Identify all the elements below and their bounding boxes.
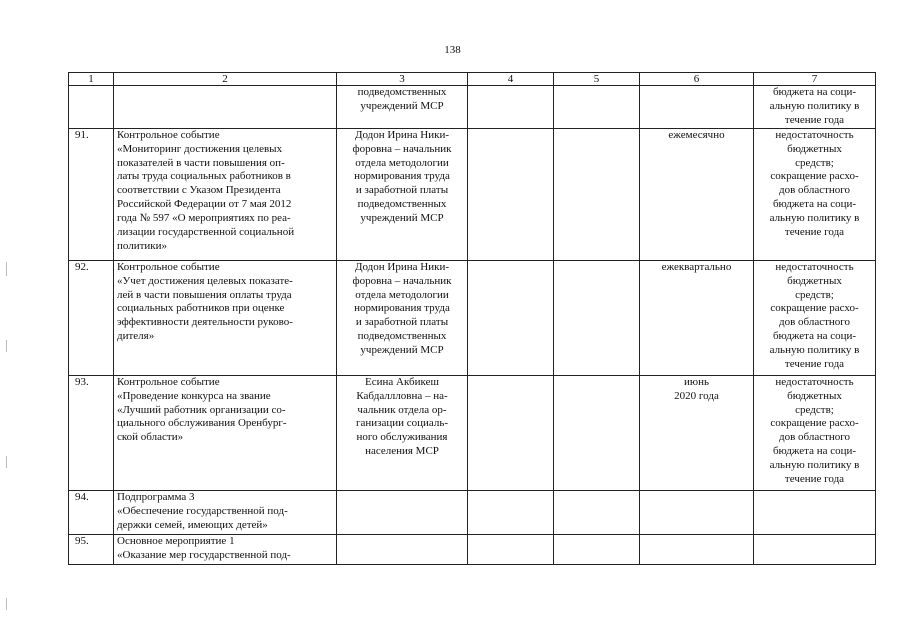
- row-number: 95.: [69, 534, 114, 564]
- scan-margin-mark: [6, 598, 7, 610]
- page-number: 138: [444, 44, 461, 56]
- event-description: Контрольное событие «Учет достижения целевых показате- лей в части повышения оплаты труда социальных работников при оценке эффективности деятельности руково- дителя»: [114, 260, 337, 375]
- responsible-person: Додон Ирина Ники- форовна – начальник отдела методологии нормирования труда и заработной платы подведомственных учреждений МСР: [337, 260, 468, 375]
- risk-cell: [754, 534, 876, 564]
- row-number: [69, 86, 114, 129]
- column-4-cell: [468, 260, 554, 375]
- table-row: [69, 490, 876, 534]
- scan-margin-mark: [6, 262, 7, 276]
- responsible-person: Додон Ирина Ники- форовна – начальник отдела методологии нормирования труда и заработной платы подведомственных учреждений МСР: [337, 128, 468, 260]
- scan-margin-mark: [6, 456, 7, 468]
- table-row: [69, 375, 876, 490]
- period-cell: июнь 2020 года: [640, 375, 754, 490]
- table-row: [69, 534, 876, 564]
- plan-table: [68, 72, 876, 565]
- column-header: 1: [69, 73, 114, 86]
- column-5-cell: [554, 534, 640, 564]
- table-row: [69, 128, 876, 260]
- period-cell: [640, 534, 754, 564]
- risk-cell: недостаточность бюджетных средств; сокращение расхо- дов областного бюджета на соци- альную политику в течение года: [754, 260, 876, 375]
- responsible-person: [337, 534, 468, 564]
- column-header: 5: [554, 73, 640, 86]
- scan-margin-mark: [6, 340, 7, 352]
- column-5-cell: [554, 128, 640, 260]
- column-4-cell: [468, 128, 554, 260]
- column-header: 4: [468, 73, 554, 86]
- column-5-cell: [554, 260, 640, 375]
- column-4-cell: [468, 490, 554, 534]
- period-cell: [640, 86, 754, 129]
- responsible-person: [337, 490, 468, 534]
- table-row: [69, 86, 876, 129]
- column-4-cell: [468, 375, 554, 490]
- column-5-cell: [554, 86, 640, 129]
- table-row: [69, 260, 876, 375]
- row-number: 93.: [69, 375, 114, 490]
- column-4-cell: [468, 534, 554, 564]
- responsible-person: Есина Акбикеш Кабдаллловна – на- чальник отдела ор- ганизации социаль- ного обслуживания населения МСР: [337, 375, 468, 490]
- row-number: 91.: [69, 128, 114, 260]
- column-header: 7: [754, 73, 876, 86]
- risk-cell: [754, 490, 876, 534]
- event-description: Контрольное событие «Мониторинг достижения целевых показателей в части повышения оп- латы труда социальных работников в соответствии с Указом Президента Российской Федерации от 7 мая 2012 года № 597 «О мероприятиях по реа- лизации государственной социальной политики»: [114, 128, 337, 260]
- event-description: [114, 86, 337, 129]
- row-number: 92.: [69, 260, 114, 375]
- risk-cell: недостаточность бюджетных средств; сокращение расхо- дов областного бюджета на соци- альную политику в течение года: [754, 375, 876, 490]
- column-5-cell: [554, 490, 640, 534]
- event-description: Контрольное событие «Проведение конкурса на звание «Лучший работник организации со- циального обслуживания Оренбург- ской области»: [114, 375, 337, 490]
- responsible-person: подведомственных учреждений МСР: [337, 86, 468, 129]
- period-cell: [640, 490, 754, 534]
- column-4-cell: [468, 86, 554, 129]
- column-header: 6: [640, 73, 754, 86]
- row-number: 94.: [69, 490, 114, 534]
- period-cell: ежемесячно: [640, 128, 754, 260]
- risk-cell: бюджета на соци- альную политику в течение года: [754, 86, 876, 129]
- risk-cell: недостаточность бюджетных средств; сокращение расхо- дов областного бюджета на соци- альную политику в течение года: [754, 128, 876, 260]
- column-header: 3: [337, 73, 468, 86]
- column-5-cell: [554, 375, 640, 490]
- header-row: [69, 73, 876, 86]
- event-description: Основное мероприятие 1 «Оказание мер государственной под-: [114, 534, 337, 564]
- period-cell: ежеквартально: [640, 260, 754, 375]
- event-description: Подпрограмма 3 «Обеспечение государственной под- держки семей, имеющих детей»: [114, 490, 337, 534]
- column-header: 2: [114, 73, 337, 86]
